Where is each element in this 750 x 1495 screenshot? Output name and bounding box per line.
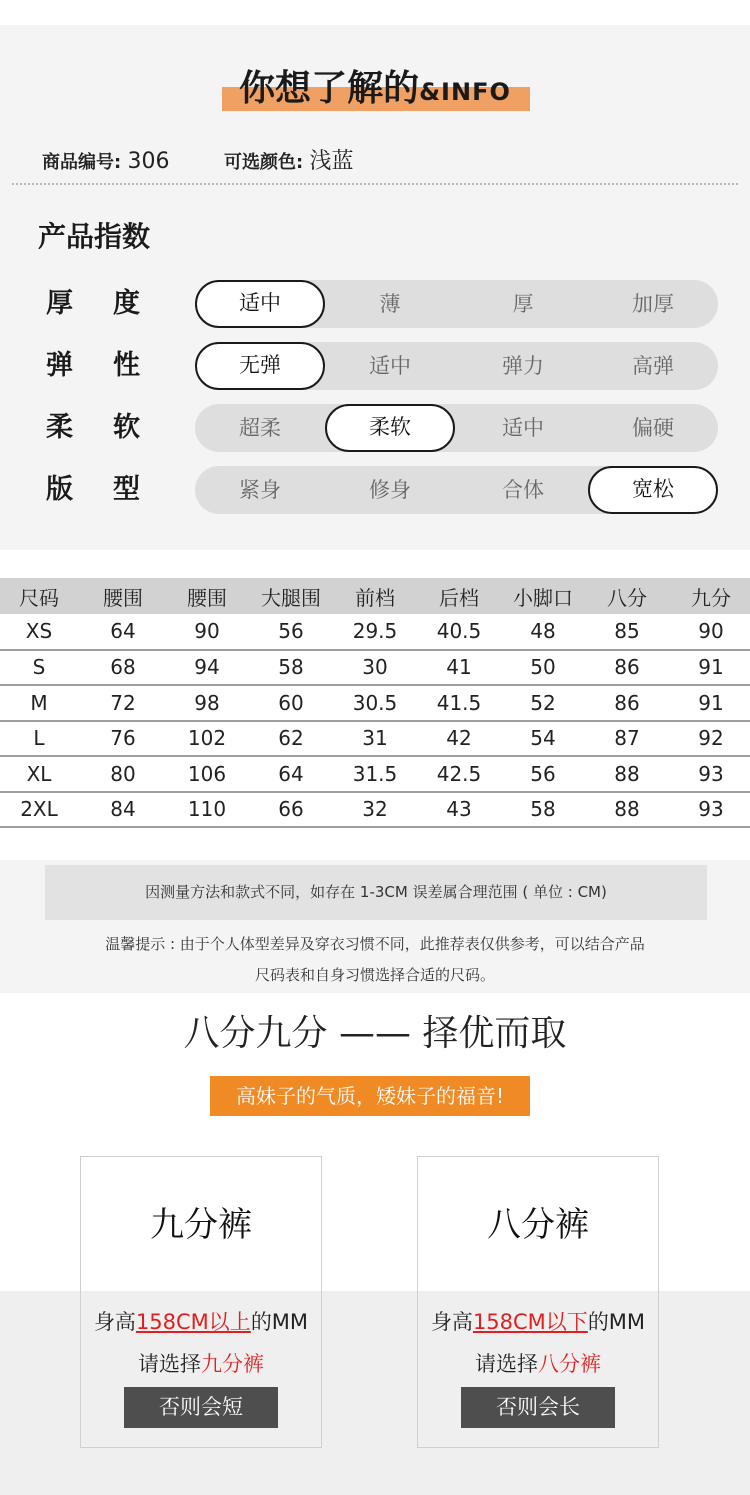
measure-cell: 64 — [246, 756, 336, 792]
option: 超柔 — [239, 416, 281, 440]
measure-cell: 43 — [414, 792, 504, 828]
choose-line: 请选择九分裤 — [138, 1352, 264, 1376]
measure-cell: 72 — [78, 685, 168, 721]
card-eight-tenths — [417, 1156, 659, 1448]
option: 紧身 — [239, 478, 281, 502]
measure-cell: 106 — [168, 756, 246, 792]
measure-cell: 91 — [672, 685, 750, 721]
measure-cell: 91 — [672, 650, 750, 686]
attr-name-fit: 版 型 — [46, 474, 140, 505]
measure-cell: 94 — [168, 650, 246, 686]
option: 厚 — [512, 292, 534, 316]
card-nine-tenths — [80, 1156, 322, 1448]
page-title — [0, 64, 750, 117]
measure-cell: 92 — [672, 721, 750, 757]
measure-cell: 86 — [582, 685, 672, 721]
measure-cell: 31 — [336, 721, 414, 757]
measure-cell: 85 — [582, 614, 672, 650]
measure-cell: 88 — [582, 756, 672, 792]
color-value: 浅蓝 — [309, 149, 354, 174]
product-no-label: 商品编号: — [42, 152, 122, 173]
product-meta — [42, 147, 354, 178]
option: 弹力 — [502, 354, 544, 378]
measurement-note: 因测量方法和款式不同，如存在 1-3CM 误差属合理范围 ( 单位 : CM) — [45, 865, 707, 920]
size-cell: XS — [0, 614, 78, 650]
table-row — [0, 650, 750, 686]
card-title: 九分裤 — [150, 1205, 252, 1245]
size-cell: 2XL — [0, 792, 78, 828]
measure-cell: 68 — [78, 650, 168, 686]
measure-cell: 54 — [504, 721, 582, 757]
choose-highlight: 九分裤 — [201, 1352, 264, 1376]
measure-cell: 29.5 — [336, 614, 414, 650]
option-selected: 柔软 — [325, 404, 455, 452]
size-table — [0, 578, 750, 828]
option: 薄 — [379, 292, 401, 316]
size-cell: S — [0, 650, 78, 686]
height-highlight: 158CM以下 — [472, 1310, 588, 1334]
measure-cell: 86 — [582, 650, 672, 686]
attr-name-elasticity: 弹 性 — [46, 350, 140, 381]
measure-cell: 50 — [504, 650, 582, 686]
height-requirement: 身高158CM以下的MM — [430, 1310, 646, 1334]
column-header: 腰围 — [78, 578, 168, 614]
table-row — [0, 756, 750, 792]
size-cell: L — [0, 721, 78, 757]
column-header: 九分 — [672, 578, 750, 614]
otherwise-long-button: 否则会长 — [461, 1387, 615, 1428]
measure-cell: 48 — [504, 614, 582, 650]
measure-cell: 87 — [582, 721, 672, 757]
color-label: 可选颜色: — [224, 152, 304, 173]
option: 合体 — [502, 478, 544, 502]
table-row — [0, 685, 750, 721]
measure-cell: 30 — [336, 650, 414, 686]
measure-cell: 88 — [582, 792, 672, 828]
measure-cell: 62 — [246, 721, 336, 757]
measure-cell: 110 — [168, 792, 246, 828]
option-track-thickness — [195, 280, 718, 328]
measure-cell: 58 — [504, 792, 582, 828]
size-cell: M — [0, 685, 78, 721]
measure-cell: 30.5 — [336, 685, 414, 721]
choose-line: 请选择八分裤 — [475, 1352, 601, 1376]
measure-cell: 42 — [414, 721, 504, 757]
option: 修身 — [369, 478, 411, 502]
product-index-label: 产品指数 — [38, 220, 151, 253]
measure-cell: 40.5 — [414, 614, 504, 650]
measure-cell: 93 — [672, 756, 750, 792]
measure-cell: 90 — [672, 614, 750, 650]
measure-cell: 42.5 — [414, 756, 504, 792]
table-row — [0, 792, 750, 828]
measure-cell: 41.5 — [414, 685, 504, 721]
column-header: 小脚口 — [504, 578, 582, 614]
option-selected: 宽松 — [588, 466, 718, 514]
length-tagline: 高妹子的气质，矮妹子的福音! — [210, 1076, 530, 1116]
column-header: 后档 — [414, 578, 504, 614]
option-selected: 适中 — [195, 280, 325, 328]
option-selected: 无弹 — [195, 342, 325, 390]
column-header: 大腿围 — [246, 578, 336, 614]
measure-cell: 90 — [168, 614, 246, 650]
option: 偏硬 — [632, 416, 674, 440]
length-headline: 八分九分 —— 择优而取 — [183, 1013, 567, 1054]
measure-cell: 32 — [336, 792, 414, 828]
option: 适中 — [502, 416, 544, 440]
measure-cell: 60 — [246, 685, 336, 721]
measure-cell: 98 — [168, 685, 246, 721]
otherwise-short-button: 否则会短 — [124, 1387, 278, 1428]
column-header: 尺码 — [0, 578, 78, 614]
table-row — [0, 721, 750, 757]
measure-cell: 64 — [78, 614, 168, 650]
tip-line-2: 尺码表和自身习惯选择合适的尺码。 — [254, 966, 495, 984]
column-header: 腰围 — [168, 578, 246, 614]
option-track-softness — [195, 404, 718, 452]
measure-cell: 76 — [78, 721, 168, 757]
measure-cell: 52 — [504, 685, 582, 721]
option-track-elasticity — [195, 342, 718, 390]
measure-cell: 102 — [168, 721, 246, 757]
title-cn: 你想了解的 — [239, 68, 420, 109]
title-en: &INFO — [419, 78, 511, 106]
measure-cell: 84 — [78, 792, 168, 828]
option: 高弹 — [632, 354, 674, 378]
option: 加厚 — [632, 292, 674, 316]
measure-cell: 93 — [672, 792, 750, 828]
card-title: 八分裤 — [487, 1205, 589, 1245]
measure-cell: 41 — [414, 650, 504, 686]
size-table-header — [0, 578, 750, 614]
height-highlight: 158CM以上 — [135, 1310, 251, 1334]
choose-highlight: 八分裤 — [538, 1352, 601, 1376]
option-track-fit — [195, 466, 718, 514]
measure-cell: 31.5 — [336, 756, 414, 792]
column-header: 八分 — [582, 578, 672, 614]
measure-cell: 66 — [246, 792, 336, 828]
attr-name-thickness: 厚 度 — [46, 288, 140, 319]
measure-cell: 56 — [246, 614, 336, 650]
size-table-body — [0, 614, 750, 827]
measure-cell: 58 — [246, 650, 336, 686]
attr-name-softness: 柔 软 — [46, 412, 140, 443]
option: 适中 — [369, 354, 411, 378]
size-cell: XL — [0, 756, 78, 792]
table-row — [0, 614, 750, 650]
column-header: 前档 — [336, 578, 414, 614]
measure-cell: 56 — [504, 756, 582, 792]
height-requirement: 身高158CM以上的MM — [93, 1310, 309, 1334]
product-no: 306 — [127, 149, 170, 174]
measure-cell: 80 — [78, 756, 168, 792]
dotted-divider — [12, 183, 738, 185]
tip-line-1: 温馨提示 : 由于个人体型差异及穿衣习惯不同，此推荐表仅供参考，可以结合产品 — [105, 935, 645, 953]
